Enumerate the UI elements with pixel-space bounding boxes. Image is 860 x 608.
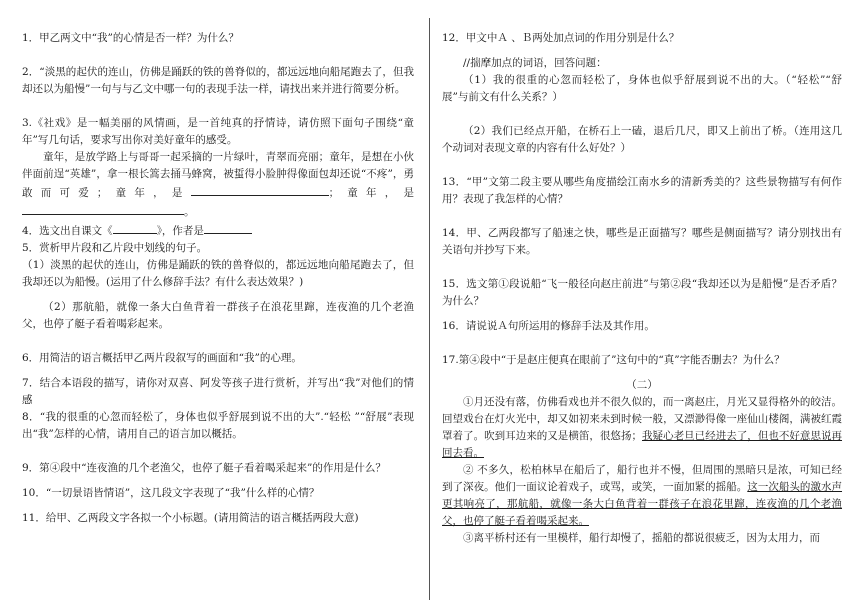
question-12-part-1: （1）我的很重的心忽而轻松了，身体也似乎舒展到说不出的大。（“轻松”“舒展”与前文有什么关系？） (442, 74, 842, 103)
answer-blank[interactable] (191, 183, 329, 196)
question-13: 13．“甲”文第二段主要从哪些角度描绘江南水乡的清新秀美的？这些景物描写有何作用？表现了我怎样的心情？ (442, 176, 842, 205)
question-3-mid: ；童年，是 (328, 187, 415, 199)
passage-paragraph-1 (442, 394, 842, 462)
question-2: 2．“淡黑的起伏的连山，仿佛是踊跃的铁的兽脊似的，都远远地向船尾跑去了，但我却还以为船慢”一句与与乙文中哪一句的表现手法一样，请找出来并进行简要分析。 (22, 66, 414, 95)
question-5-part-2: （2）那航船，就像一条大白鱼背着一群孩子在浪花里蹿，连夜渔的几个老渔父，也停了艇子看着喝彩起来。 (22, 301, 414, 330)
underlined-sentence: 这一次船头的激水声更其响亮了，那航船，就像一条大白鱼背着一群孩子在浪花里蹿， (442, 481, 843, 510)
underlined-sentence: 连夜渔的几个老渔父，也停了艇子看着喝采起来。 (442, 498, 843, 527)
passage-text: ② 不多久，松柏林早在船后了，船行也并不慢，但周围的黑暗只是浓，可知已经到了深夜。他们一面议论着戏子，或骂，或笑，一面加紧的摇船。 (442, 464, 842, 493)
column-divider (429, 18, 430, 600)
right-column (442, 30, 842, 547)
question-16: 16．请说说Ａ句所运用的修辞手法及其作用。 (442, 320, 655, 332)
question-8: 8．“我的很重的心忽而轻松了，身体也似乎舒展到说不出的大”.“轻松 ”“舒展”表现出“我”怎样的心情，请用自己的语言加以概括。 (22, 411, 414, 440)
question-10: 10．“一切景语皆情语”，这几段文字表现了“我”什么样的心情？ (22, 487, 320, 499)
answer-blank[interactable] (204, 221, 252, 234)
question-12: 12．甲文中Ａ 、Ｂ两处加点词的作用分别是什么？ (442, 32, 680, 44)
question-3-text: 童年，是放学路上与哥哥一起采摘的一片绿叶，青翠而亮丽；童年，是想在小伙伴面前逞“英雄”，拿一根长篙去捅马蜂窝，被蜇得小脸肿得像面包却还说“不疼”，勇敢而可爱；童年，是 (22, 151, 414, 199)
question-4-text-b: 》，作者是 (156, 225, 204, 237)
passage-paragraph-3: ③离平桥村还有一里模样，船行却慢了，摇船的都说很疲乏，因为太用力，而 (463, 532, 820, 544)
question-11: 11．给甲、乙两段文字各拟一个小标题。(请用简洁的语言概括两段大意) (22, 512, 359, 524)
question-4 (22, 221, 414, 240)
underlined-sentence: 我疑心老旦已经进去了，但也不好意思说再回去看。 (442, 430, 843, 459)
question-5-part-1: （1）淡黑的起伏的连山，仿佛是踊跃的铁的兽脊似的，都远远地向船尾跑去了，但我却还以为船慢。(运用了什么修辞手法？有什么表达效果？) (22, 259, 414, 288)
question-4-text-a: 4．选文出自课文《 (22, 225, 113, 237)
question-9: 9．第④段中“连夜渔的几个老渔父，也停了艇子看着喝采起来”的作用是什么？ (22, 462, 386, 474)
question-17: 17.第④段中“于是赵庄便真在眼前了”这句中的“真”字能否删去？为什么？ (442, 354, 785, 366)
question-3-body (22, 149, 414, 221)
question-5: 5．赏析甲片段和乙片段中划线的句子。 (22, 242, 208, 254)
question-14: 14．甲、乙两段都写了船速之快，哪些是正面描写？哪些是侧面描写？请分别找出有关语句并抄写下来。 (442, 227, 842, 256)
question-1: 1．甲乙两文中“我”的心情是否一样？为什么？ (22, 32, 239, 44)
question-12-part-2: （2）我们已经点开船，在桥石上一磕，退后几尺，即又上前出了桥。（连用这几个动词对表现文章的内容有什么好处？） (442, 125, 842, 154)
question-3-end: 。 (184, 206, 195, 218)
left-column (22, 30, 414, 527)
passage-heading: （二） (626, 379, 658, 391)
answer-blank[interactable] (22, 202, 184, 215)
passage-text: ①月还没有落，仿佛看戏也并不很久似的，而一离赵庄，月光又显得格外的皎洁。回望戏台在灯火光中，却又如初来未到时候一般，又漂渺得像一座仙山楼阁，满被红霞罩着了。吹到耳边来的又是横笛，很悠扬； (442, 396, 842, 442)
answer-blank[interactable] (113, 221, 157, 234)
question-6: 6．用简洁的语言概括甲乙两片段叙写的画面和“我”的心理。 (22, 352, 302, 364)
question-3-intro: 3.《社戏》是一幅美丽的风情画，是一首纯真的抒情诗，请仿照下面句子围绕“童年”写几句话，要求写出你对美好童年的感受。 (22, 117, 414, 146)
passage-paragraph-2 (442, 462, 842, 530)
question-12-hint: //揣摩加点的词语，回答问题： (463, 57, 607, 69)
question-7: 7．结合本语段的描写，请你对双喜、阿发等孩子进行赏析，并写出“我”对他们的情感 (22, 377, 414, 406)
question-15: 15．选文第①段说船“飞一般径向赵庄前进”与第②段“我却还以为是船慢”是否矛盾？为什么？ (442, 278, 842, 307)
